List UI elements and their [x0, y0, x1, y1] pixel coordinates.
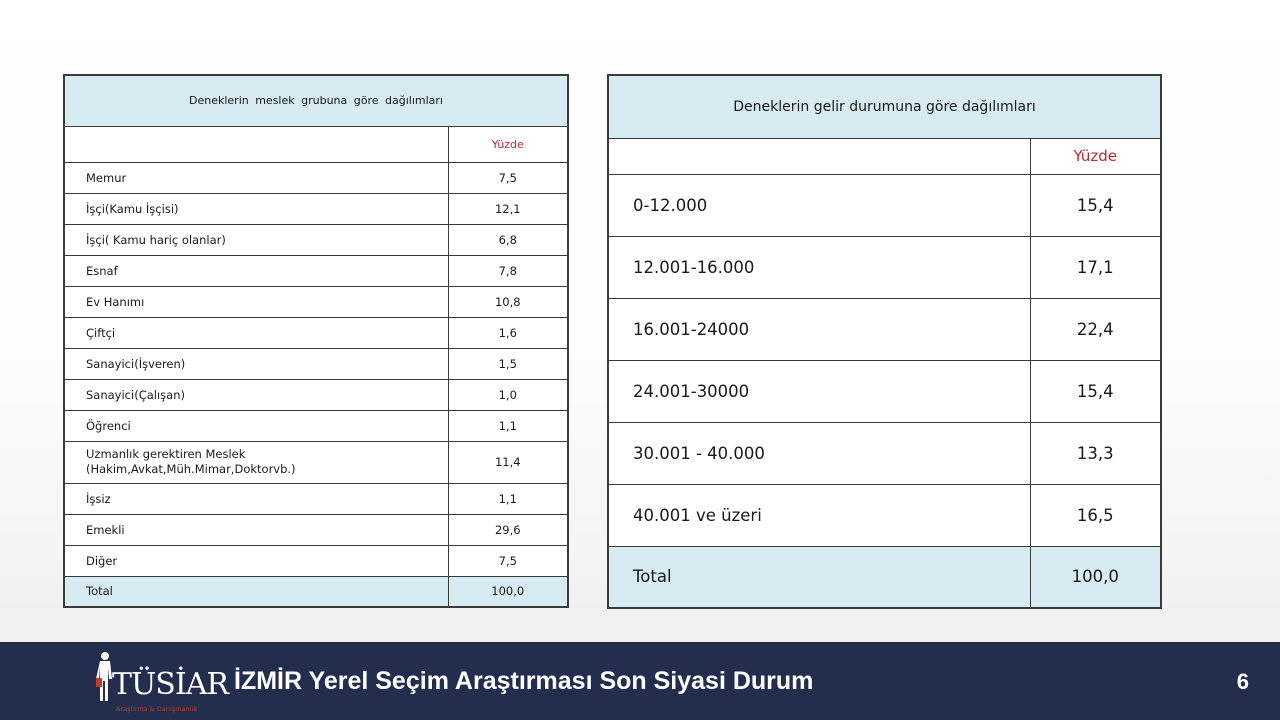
occupation-table: [63, 74, 569, 608]
table-row: [64, 545, 568, 576]
occupation-value: 1,6: [448, 317, 568, 348]
income-table-column-header: Yüzde: [1030, 138, 1161, 174]
income-value: 22,4: [1030, 298, 1161, 360]
income-table-header-row: [608, 75, 1161, 138]
occupation-table-title: Deneklerin meslek grubuna göre dağılımları: [64, 75, 568, 126]
income-table-empty-cell: [608, 138, 1030, 174]
income-total-label: Total: [608, 546, 1030, 608]
occupation-label: Diğer: [64, 545, 448, 576]
logo-wordmark: TÜSİAR: [112, 667, 228, 702]
table-row: [608, 236, 1161, 298]
table-row: [64, 224, 568, 255]
table-row: [64, 286, 568, 317]
occupation-value: 29,6: [448, 514, 568, 545]
table-row: [608, 174, 1161, 236]
occupation-value: 12,1: [448, 193, 568, 224]
tusiar-logo: [90, 648, 228, 718]
income-table-title: Deneklerin gelir durumuna göre dağılımları: [608, 75, 1161, 138]
table-row: [64, 348, 568, 379]
occupation-value: 7,8: [448, 255, 568, 286]
occupation-label-line2: (Hakim,Avkat,Müh.Mimar,Doktorvb.): [86, 462, 296, 476]
income-value: 16,5: [1030, 484, 1161, 546]
income-value: 15,4: [1030, 174, 1161, 236]
occupation-total-value: 100,0: [448, 576, 568, 607]
occupation-label: Esnaf: [64, 255, 448, 286]
table-row: [64, 410, 568, 441]
occupation-label: İşsiz: [64, 483, 448, 514]
occupation-table-empty-cell: [64, 126, 448, 162]
briefcase-icon: [96, 678, 102, 687]
income-total-value: 100,0: [1030, 546, 1161, 608]
income-label: 40.001 ve üzeri: [608, 484, 1030, 546]
table-row: [64, 514, 568, 545]
occupation-value: 1,5: [448, 348, 568, 379]
occupation-value: 10,8: [448, 286, 568, 317]
income-value: 17,1: [1030, 236, 1161, 298]
income-value: 15,4: [1030, 360, 1161, 422]
occupation-label: Sanayici(Çalışan): [64, 379, 448, 410]
occupation-value: 7,5: [448, 545, 568, 576]
table-row: [64, 255, 568, 286]
occupation-label: Sanayici(İşveren): [64, 348, 448, 379]
person-figure-icon: [96, 652, 112, 701]
table-row: [64, 483, 568, 514]
occupation-label-line1: Uzmanlık gerektiren Meslek: [86, 447, 246, 461]
income-label: 24.001-30000: [608, 360, 1030, 422]
occupation-table-column-header: Yüzde: [448, 126, 568, 162]
income-label: 30.001 - 40.000: [608, 422, 1030, 484]
table-row: [64, 379, 568, 410]
occupation-label: [64, 441, 448, 483]
occupation-total-label: Total: [64, 576, 448, 607]
income-label: 0-12.000: [608, 174, 1030, 236]
total-row: [64, 576, 568, 607]
occupation-table-column-row: [64, 126, 568, 162]
total-row: [608, 546, 1161, 608]
table-row: [64, 441, 568, 483]
table-row: [608, 422, 1161, 484]
occupation-value: 11,4: [448, 441, 568, 483]
occupation-value: 7,5: [448, 162, 568, 193]
occupation-value: 1,1: [448, 483, 568, 514]
occupation-value: 1,1: [448, 410, 568, 441]
logo-tagline: Araştırma & Danışmanlık: [116, 705, 198, 713]
occupation-label: Memur: [64, 162, 448, 193]
income-value: 13,3: [1030, 422, 1161, 484]
income-label: 12.001-16.000: [608, 236, 1030, 298]
table-row: [608, 360, 1161, 422]
page-number: 6: [1236, 669, 1249, 694]
occupation-value: 6,8: [448, 224, 568, 255]
occupation-value: 1,0: [448, 379, 568, 410]
footer-title: İZMİR Yerel Seçim Araştırması Son Siyasi Durum: [234, 667, 814, 695]
occupation-table-header-row: [64, 75, 568, 126]
income-label: 16.001-24000: [608, 298, 1030, 360]
income-table: [607, 74, 1162, 609]
table-row: [64, 317, 568, 348]
table-row: [608, 484, 1161, 546]
occupation-label: İşçi( Kamu hariç olanlar): [64, 224, 448, 255]
occupation-label: İşçi(Kamu İşçisi): [64, 193, 448, 224]
table-row: [64, 193, 568, 224]
table-row: [608, 298, 1161, 360]
income-table-column-row: [608, 138, 1161, 174]
occupation-label: Çiftçi: [64, 317, 448, 348]
table-row: [64, 162, 568, 193]
occupation-label: Emekli: [64, 514, 448, 545]
occupation-label: Ev Hanımı: [64, 286, 448, 317]
footer-bar: [0, 642, 1280, 720]
occupation-label: Öğrenci: [64, 410, 448, 441]
